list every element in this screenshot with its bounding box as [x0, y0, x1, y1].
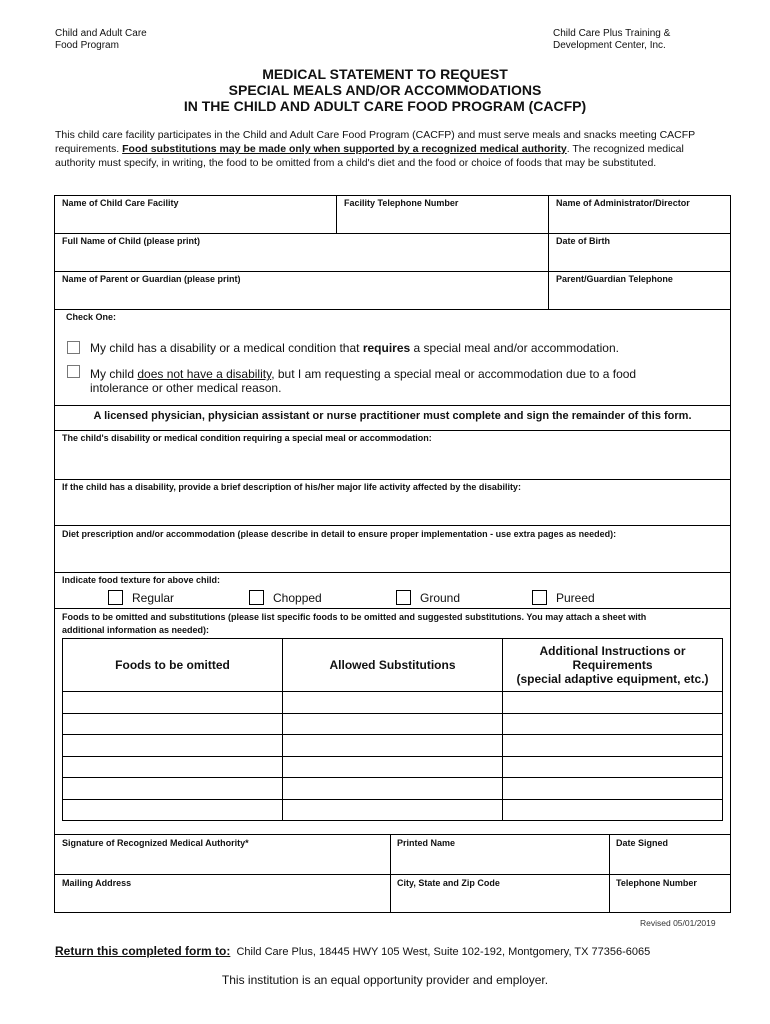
- return-address: Child Care Plus, 18445 HWY 105 West, Suite 102-192, Montgomery, TX 77356-6065: [236, 946, 651, 958]
- table-row: [63, 778, 723, 800]
- return-instructions: [55, 944, 650, 958]
- texture-ground-checkbox[interactable]: [396, 590, 411, 605]
- texture-chopped-checkbox[interactable]: [249, 590, 264, 605]
- life-activity-field[interactable]: If the child has a disability, provide a brief description of his/her major life activity affected by the disability:: [62, 482, 521, 492]
- form-title: [0, 66, 770, 114]
- foods-label: [62, 611, 646, 637]
- table-cell[interactable]: [283, 778, 503, 800]
- disability-checkbox[interactable]: [67, 341, 80, 354]
- table-cell[interactable]: [503, 735, 723, 757]
- option1-text-a: My child has a disability or a medical condition that: [90, 341, 363, 355]
- program-name-line1: Child and Adult Care: [55, 28, 147, 39]
- organization-name-line2: Development Center, Inc.: [553, 40, 666, 51]
- physician-notice: A licensed physician, physician assistant or nurse practitioner must complete and sign the remainder of this form.: [93, 410, 692, 422]
- option2-text-a: My child: [90, 367, 138, 381]
- table-cell[interactable]: [63, 735, 283, 757]
- form-title-line1: MEDICAL STATEMENT TO REQUEST: [262, 66, 508, 82]
- option1-bold: requires: [362, 341, 411, 355]
- texture-pureed-label: Pureed: [556, 591, 595, 605]
- table-row: [63, 799, 723, 821]
- date-signed-field[interactable]: Date Signed: [616, 838, 669, 848]
- texture-label: Indicate food texture for above child:: [62, 575, 221, 585]
- texture-ground-label: Ground: [420, 591, 461, 605]
- col3-line2: Requirements: [572, 658, 653, 672]
- parent-phone-field[interactable]: Parent/Guardian Telephone: [556, 274, 673, 284]
- form-title-line3: IN THE CHILD AND ADULT CARE FOOD PROGRAM (CACFP): [183, 98, 587, 114]
- col3-line1: Additional Instructions or: [539, 644, 686, 658]
- return-label: Return this completed form to:: [55, 944, 231, 958]
- equal-opportunity-statement: This institution is an equal opportunity provider and employer.: [221, 973, 549, 987]
- table-cell[interactable]: [503, 756, 723, 778]
- no-disability-checkbox[interactable]: [67, 365, 80, 378]
- signature-field[interactable]: Signature of Recognized Medical Authority*: [62, 838, 249, 848]
- date-of-birth-field[interactable]: Date of Birth: [556, 236, 610, 246]
- table-cell[interactable]: [63, 778, 283, 800]
- condition-field[interactable]: The child's disability or medical condition requiring a special meal or accommodation:: [62, 433, 432, 443]
- option2-underline: does not have a disability: [137, 367, 272, 381]
- table-cell[interactable]: [503, 713, 723, 735]
- table-row: [63, 735, 723, 757]
- facility-phone-field[interactable]: Facility Telephone Number: [344, 198, 459, 208]
- table-cell[interactable]: [503, 692, 723, 714]
- table-cell[interactable]: [503, 778, 723, 800]
- program-name: [55, 28, 147, 52]
- organization-name-line1: Child Care Plus Training &: [553, 28, 671, 39]
- diet-prescription-field[interactable]: Diet prescription and/or accommodation (please describe in detail to ensure proper implementation - use extra pages as needed):: [62, 529, 617, 539]
- table-cell[interactable]: [503, 799, 723, 821]
- table-cell[interactable]: [283, 799, 503, 821]
- foods-table: [62, 638, 723, 821]
- table-cell[interactable]: [283, 692, 503, 714]
- mailing-address-field[interactable]: Mailing Address: [62, 878, 132, 888]
- foods-label-line1: Foods to be omitted and substitutions (please list specific foods to be omitted and suggested substitutions. You may attach a sheet with: [62, 612, 647, 622]
- texture-regular-label: Regular: [132, 591, 175, 605]
- check-one-label: Check One:: [66, 312, 117, 322]
- col-foods-omitted: Foods to be omitted: [63, 639, 283, 692]
- texture-pureed-checkbox[interactable]: [532, 590, 547, 605]
- table-row: [63, 692, 723, 714]
- table-cell[interactable]: [63, 756, 283, 778]
- intro-text-2: . The recognized medical authority must specify, in writing, the food to be omitted from a child's diet and the food or choice of foods that may be substituted.: [55, 143, 684, 169]
- table-cell[interactable]: [63, 713, 283, 735]
- revised-date: Revised 05/01/2019: [640, 918, 716, 928]
- table-cell[interactable]: [283, 713, 503, 735]
- foods-label-line2: additional information as needed):: [62, 625, 210, 635]
- city-state-zip-field[interactable]: City, State and Zip Code: [397, 878, 500, 888]
- printed-name-field[interactable]: Printed Name: [397, 838, 456, 848]
- option2-text-c: intolerance or other medical reason.: [90, 381, 282, 395]
- option2-text-b: , but I am requesting a special meal or accommodation due to a food: [271, 367, 637, 381]
- intro-emphasis: Food substitutions may be made only when supported by a recognized medical authority: [122, 143, 567, 155]
- administrator-field[interactable]: Name of Administrator/Director: [556, 198, 690, 208]
- col3-line3: (special adaptive equipment, etc.): [516, 672, 709, 686]
- intro-paragraph: [55, 128, 715, 170]
- col-additional-instructions: [503, 639, 723, 692]
- table-row: [63, 756, 723, 778]
- no-disability-option: [90, 367, 690, 395]
- table-row: [63, 713, 723, 735]
- option1-text-b: a special meal and/or accommodation.: [410, 341, 619, 355]
- texture-chopped-label: Chopped: [273, 591, 322, 605]
- texture-regular-checkbox[interactable]: [108, 590, 123, 605]
- foods-table-header: [63, 639, 723, 692]
- telephone-field[interactable]: Telephone Number: [616, 878, 697, 888]
- form-title-line2: SPECIAL MEALS AND/OR ACCOMMODATIONS: [228, 82, 542, 98]
- table-cell[interactable]: [63, 692, 283, 714]
- table-cell[interactable]: [63, 799, 283, 821]
- col-allowed-substitutions: Allowed Substitutions: [283, 639, 503, 692]
- facility-name-field[interactable]: Name of Child Care Facility: [62, 198, 179, 208]
- table-cell[interactable]: [283, 756, 503, 778]
- intro-text-1: This child care facility participates in the Child and Adult Care Food Program (CACFP) and must serve meals and snacks meeting CACFP requirements.: [55, 129, 695, 155]
- child-name-field[interactable]: Full Name of Child (please print): [62, 236, 201, 246]
- disability-option: [90, 341, 619, 355]
- program-name-line2: Food Program: [55, 40, 119, 51]
- table-cell[interactable]: [283, 735, 503, 757]
- organization-name: [553, 28, 670, 52]
- parent-name-field[interactable]: Name of Parent or Guardian (please print): [62, 274, 241, 284]
